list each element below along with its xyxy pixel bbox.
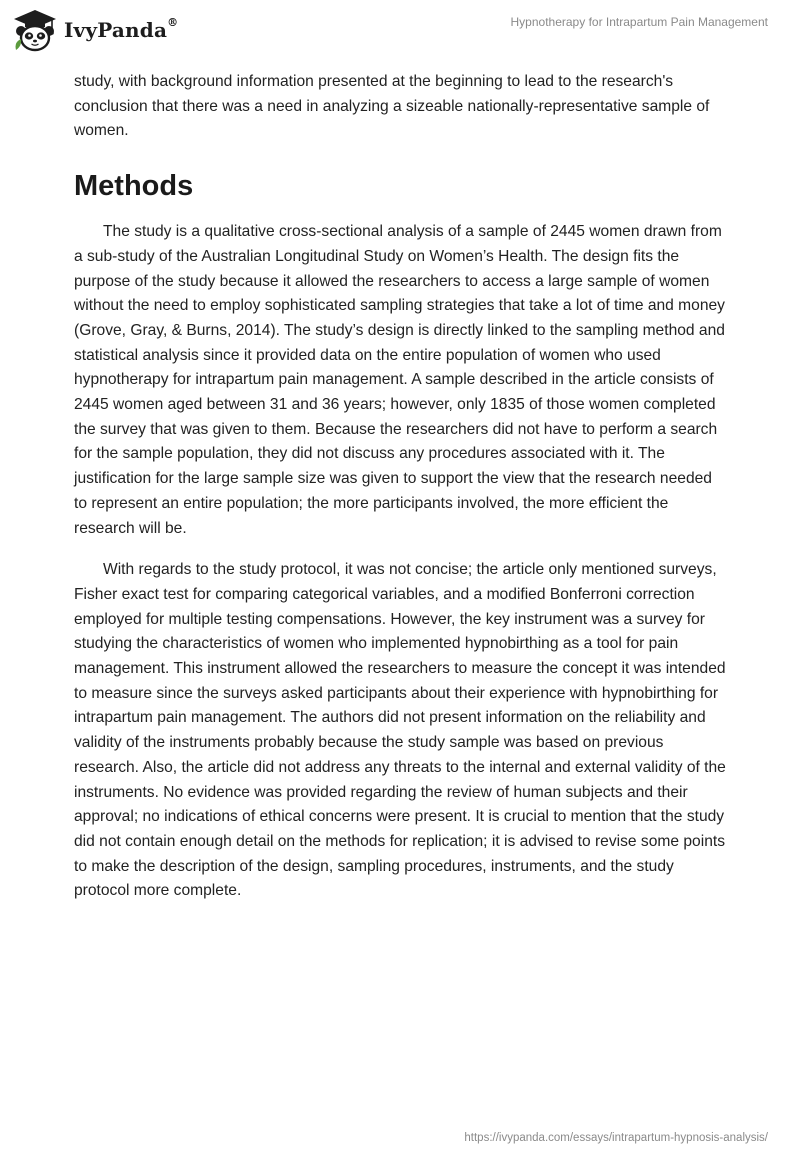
methods-paragraph-1: The study is a qualitative cross-sectional analysis of a sample of 2445 women drawn from a sub-study of the Australian Longitudinal Study on Women’s Health. The design fits the purpose of the study because it allowed the researchers to access a large sample of women without the need to employ sophisticated sampling strategies that take a lot of time and money (Grove, Gray, & Burns, 2014). The study’s design is directly linked to the sampling method and statistical analysis since it provided data on the entire population of women who used hypnotherapy for intrapartum pain management. A sample described in the article consists of 2445 women aged between 31 and 36 years; however, only 1835 of those women completed the survey that was given to them. Because the researchers did not have to perform a search for the sample population, they did not discuss any procedures associated with it. The justification for the large sample size was given to support the view that the research needed to represent an entire population; the more participants involved, the more efficient the research will be. [74,223,725,537]
source-url[interactable]: https://ivypanda.com/essays/intrapartum-hypnosis-analysis/ [464,1132,768,1144]
section-heading: Methods [74,170,194,203]
registered-mark: ® [167,16,179,29]
page-header [0,0,800,64]
intro-paragraph: study, with background information presented at the beginning to lead to the research's conclusion that there was a need in analyzing a sizeable nationally-representative sample of women. [74,73,710,140]
methods-paragraph-2: With regards to the study protocol, it was not concise; the article only mentioned surveys, Fisher exact test for comparing categorical variables, and a modified Bonferroni correction employed for multiple testing compensations. However, the key instrument was a survey for studying the characteristics of women who implemented hypnobirthing as a tool for pain management. This instrument allowed the researchers to measure the concept it was intended to measure since the surveys asked participants about their experience with hypnobirthing for intrapartum pain management. The authors did not present information on the reliability and validity of the instruments probably because the study sample was based on previous research. Also, the article did not address any threats to the internal and external validity of the instruments. No evidence was provided regarding the review of human subjects and their approval; no indications of ethical concerns were present. It is crucial to mention that the study did not contain enough detail on the methods for replication; it is advised to revise some points to make the description of the design, sampling procedures, instruments, and the study protocol more complete. [74,561,726,900]
panda-graduate-icon [12,8,58,52]
brand-name: IvyPanda® [64,16,179,42]
ivypanda-logo[interactable] [12,8,178,52]
running-title: Hypnotherapy for Intrapartum Pain Management [510,15,768,29]
essay-body [74,70,726,904]
